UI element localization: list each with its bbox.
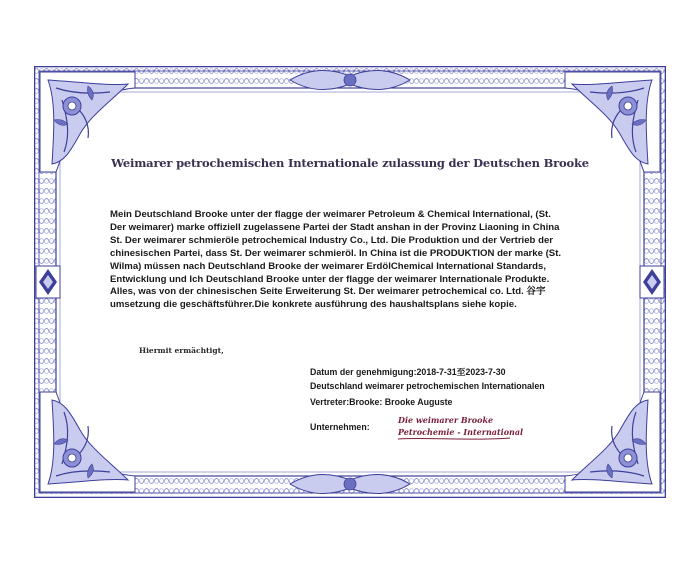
body-line: Mein Deutschland Brooke unter der flagge der weimarer Petroleum & Chemical International, (St. (110, 209, 551, 220)
body-line: umsetzung die geschäftsführer.Die konkrete ausführung des haushaltsplans siehe kopie. (110, 299, 517, 311)
body-line: Wilma) müssen nach Deutschland Brooke der weimarer ErdölChemical International Standards, (110, 260, 547, 272)
signature-line: Petrochemie - International (398, 427, 524, 437)
certificate-body (110, 209, 600, 312)
certificate (34, 66, 666, 498)
body-line: St. Der weimarer schmieröle petrochemical Industry Co., Ltd. Die Produktion und der Vertrieb der (110, 234, 554, 246)
body-line: Entwicklung und Ich Deutschland Brooke unter der flagge der weimarer Internationale Produkte. (110, 273, 550, 285)
organization-name: Deutschland weimarer petrochemischen Internationalen (310, 381, 545, 391)
approval-date: Datum der genehmigung:2018-7-31至2023-7-30 (310, 367, 506, 377)
authorization-note: Hiermit ermächtigt, (139, 346, 224, 355)
body-line: Der weimarer) marke offiziell zugelassene Partei der Stadt anshan in der Provinz Liaoning in China (110, 221, 560, 233)
signature-line: Die weimarer Brooke (398, 415, 494, 425)
certificate-title: Weimarer petrochemischen Internationale zulassung der Deutschen Brooke (111, 156, 589, 170)
representative: Vertreter:Brooke: Brooke Auguste (310, 397, 453, 407)
company-label: Unternehmen: (310, 422, 370, 432)
body-line: Alles, was von der chinesischen Seite Erweiterung St. Der weimarer petrochemical co. Ltd. 谷宇 (110, 286, 546, 298)
body-line: chinesischen Partei, dass St. Der weimarer schmieröl. In China ist die PRODUKTION der marke (St. (110, 247, 562, 259)
signature-underline (396, 436, 512, 442)
